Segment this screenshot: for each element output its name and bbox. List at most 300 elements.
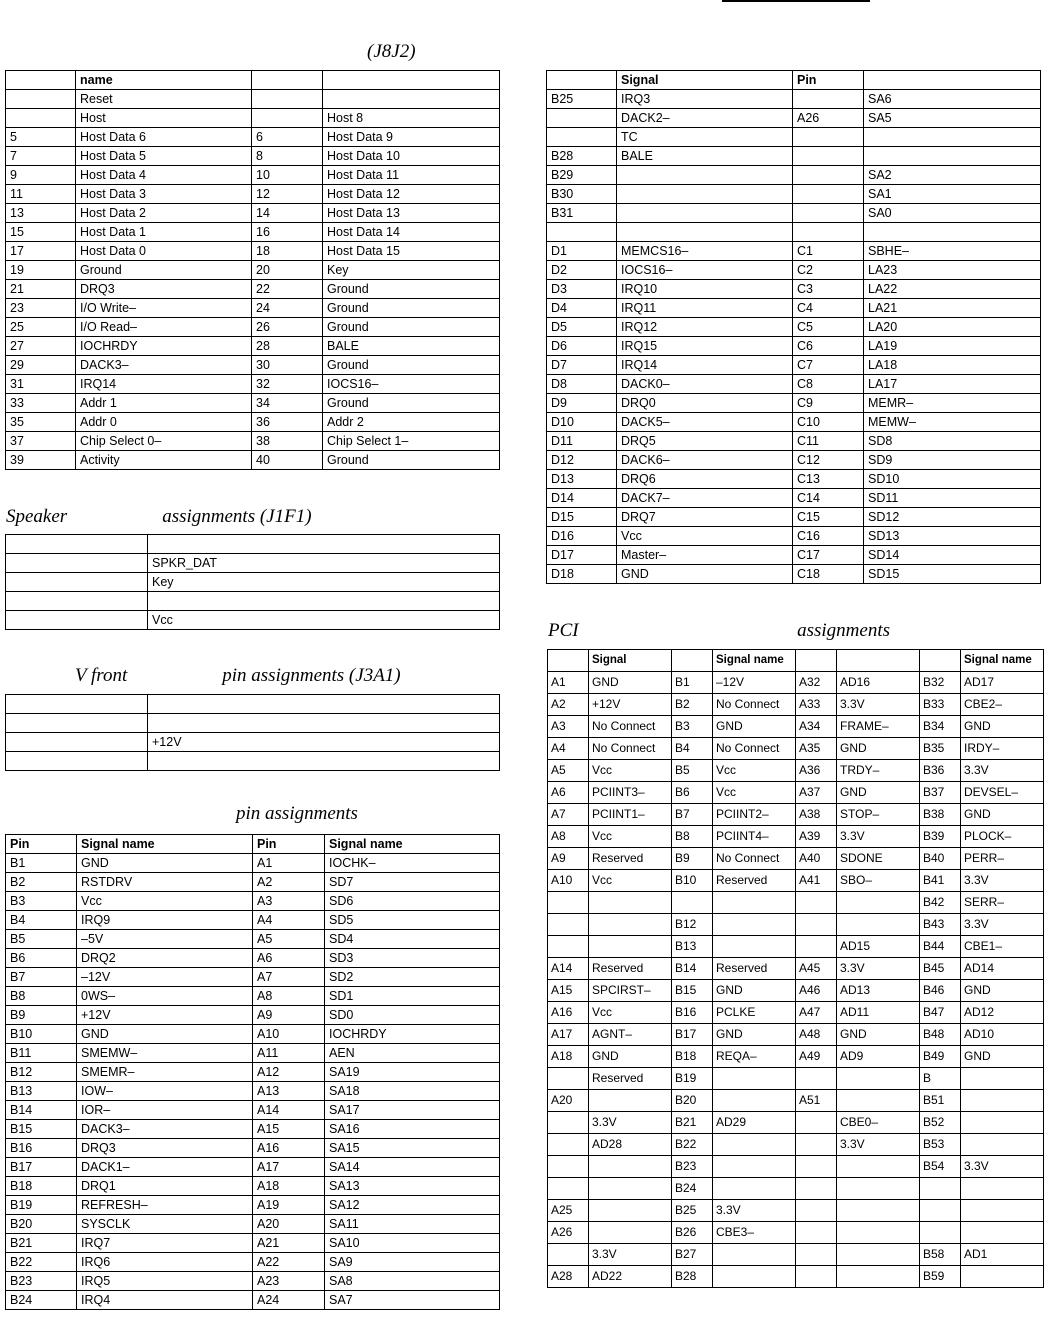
table-cell: Host 8 [323, 109, 500, 128]
column-header: Signal name [713, 650, 796, 672]
table-row [6, 185, 500, 204]
table-cell: A9 [253, 1006, 325, 1025]
table-cell: GND [713, 1024, 796, 1046]
table-cell: IRQ12 [617, 318, 793, 337]
table-cell: PCIINT4– [713, 826, 796, 848]
table-cell: B2 [672, 694, 713, 716]
table-row [6, 1025, 500, 1044]
table-cell [252, 109, 323, 128]
table-cell: Host [76, 109, 252, 128]
table-cell: A11 [253, 1044, 325, 1063]
isa-pin-table-b25-d18 [546, 70, 1041, 584]
table-cell: IRQ7 [77, 1234, 253, 1253]
table-cell: IRQ15 [617, 337, 793, 356]
table-cell: Vcc [713, 760, 796, 782]
table-header-row [547, 71, 1041, 90]
table-row [547, 185, 1041, 204]
table-row [548, 848, 1044, 870]
table-row [6, 1158, 500, 1177]
table-cell [961, 1134, 1044, 1156]
table-cell: +12V [589, 694, 672, 716]
table-cell: 38 [252, 432, 323, 451]
table-cell: B20 [6, 1215, 77, 1234]
table-row [547, 223, 1041, 242]
column-header [6, 71, 76, 90]
table-cell: IOR– [77, 1101, 253, 1120]
table-row [547, 565, 1041, 584]
table-cell: DACK3– [76, 356, 252, 375]
table-row [6, 987, 500, 1006]
table-row [6, 968, 500, 987]
table-row [6, 592, 500, 611]
table-row [6, 930, 500, 949]
table-cell [589, 1222, 672, 1244]
table-cell: B13 [672, 936, 713, 958]
table-cell [796, 914, 837, 936]
table-cell: SA17 [325, 1101, 500, 1120]
table-row [547, 280, 1041, 299]
table-cell [713, 1156, 796, 1178]
table-cell: DRQ2 [77, 949, 253, 968]
column-header: Pin [793, 71, 864, 90]
table-cell: 17 [6, 242, 76, 261]
table-cell: Host Data 3 [76, 185, 252, 204]
table-cell: SD1 [325, 987, 500, 1006]
table-row [547, 432, 1041, 451]
table-cell: A22 [253, 1253, 325, 1272]
table-cell: A15 [548, 980, 589, 1002]
table-row [548, 760, 1044, 782]
table-row [6, 1234, 500, 1253]
table-cell: A8 [548, 826, 589, 848]
table-row [6, 318, 500, 337]
table-cell [796, 936, 837, 958]
table-cell: IRQ10 [617, 280, 793, 299]
table-row [548, 716, 1044, 738]
table-cell: A2 [253, 873, 325, 892]
table-cell: A35 [796, 738, 837, 760]
table-cell: B14 [6, 1101, 77, 1120]
table-cell: Reserved [713, 870, 796, 892]
table-cell: SA1 [864, 185, 1041, 204]
table-row [548, 870, 1044, 892]
table-cell [793, 147, 864, 166]
table-cell: Host Data 13 [323, 204, 500, 223]
table-cell: 21 [6, 280, 76, 299]
table-cell: SD10 [864, 470, 1041, 489]
table-cell: SPCIRST– [589, 980, 672, 1002]
table-cell: MEMW– [864, 413, 1041, 432]
table-row [548, 1112, 1044, 1134]
table-cell [796, 1178, 837, 1200]
table-cell: No Connect [713, 848, 796, 870]
table-cell: D16 [547, 527, 617, 546]
table-row [548, 892, 1044, 914]
table-cell: B10 [6, 1025, 77, 1044]
table-cell: REQA– [713, 1046, 796, 1068]
table-cell: MEMCS16– [617, 242, 793, 261]
table-cell: Addr 0 [76, 413, 252, 432]
table-cell: C12 [793, 451, 864, 470]
table-row [548, 782, 1044, 804]
table-row [547, 299, 1041, 318]
table-cell: B54 [920, 1156, 961, 1178]
table-cell: A25 [548, 1200, 589, 1222]
table-cell: AD29 [713, 1112, 796, 1134]
table-cell: A41 [796, 870, 837, 892]
table-row [6, 280, 500, 299]
table-cell [148, 535, 500, 554]
table-cell: LA18 [864, 356, 1041, 375]
table-row [6, 1082, 500, 1101]
table-cell: B24 [6, 1291, 77, 1310]
table-row [6, 1291, 500, 1310]
table-row [6, 1063, 500, 1082]
column-header [796, 650, 837, 672]
table-cell: GND [961, 804, 1044, 826]
table-cell: A7 [548, 804, 589, 826]
table-cell: 35 [6, 413, 76, 432]
table-cell: DACK1– [77, 1158, 253, 1177]
table-cell: TRDY– [837, 760, 920, 782]
table-cell: SA2 [864, 166, 1041, 185]
table-cell [796, 1068, 837, 1090]
table-cell: Reserved [589, 1068, 672, 1090]
table-cell [6, 535, 148, 554]
table-row [548, 958, 1044, 980]
table-cell: A15 [253, 1120, 325, 1139]
table-row [6, 147, 500, 166]
table-cell: Vcc [77, 892, 253, 911]
table-cell [547, 109, 617, 128]
table-cell: C8 [793, 375, 864, 394]
table-cell: AEN [325, 1044, 500, 1063]
table-cell: SD2 [325, 968, 500, 987]
table-cell: A10 [253, 1025, 325, 1044]
table-cell: B27 [672, 1244, 713, 1266]
table-cell [920, 1178, 961, 1200]
table-cell: B4 [672, 738, 713, 760]
table-cell: Host Data 1 [76, 223, 252, 242]
table-cell: 9 [6, 166, 76, 185]
table-cell: B29 [547, 166, 617, 185]
table-cell: A37 [796, 782, 837, 804]
table-cell [548, 1134, 589, 1156]
table-cell: No Connect [589, 716, 672, 738]
table-cell: LA23 [864, 261, 1041, 280]
table-cell: B11 [6, 1044, 77, 1063]
table-cell: B7 [672, 804, 713, 826]
table-cell: AD9 [837, 1046, 920, 1068]
table-cell: AD12 [961, 1002, 1044, 1024]
table-cell: 3.3V [837, 958, 920, 980]
table-cell [547, 223, 617, 242]
table-cell: Addr 1 [76, 394, 252, 413]
table-cell [548, 892, 589, 914]
table-cell: C6 [793, 337, 864, 356]
table-row [547, 413, 1041, 432]
table-cell: BALE [323, 337, 500, 356]
table-cell: 30 [252, 356, 323, 375]
table-cell: Chip Select 1– [323, 432, 500, 451]
table-cell [713, 1068, 796, 1090]
table-cell: 0WS– [77, 987, 253, 1006]
table-cell: B [920, 1068, 961, 1090]
table-cell: B24 [672, 1178, 713, 1200]
table-cell: IRQ5 [77, 1272, 253, 1291]
table-row [547, 204, 1041, 223]
table-cell: B22 [672, 1134, 713, 1156]
table-cell: PCIINT2– [713, 804, 796, 826]
table-cell: B36 [920, 760, 961, 782]
table-row [548, 804, 1044, 826]
table-cell [793, 166, 864, 185]
table-cell: Vcc [589, 760, 672, 782]
table-cell: Chip Select 0– [76, 432, 252, 451]
table-cell [796, 1134, 837, 1156]
table-cell: A26 [548, 1222, 589, 1244]
table-cell: Ground [323, 280, 500, 299]
table-cell: 20 [252, 261, 323, 280]
table-cell: IRDY– [961, 738, 1044, 760]
table-cell: Ground [76, 261, 252, 280]
table-row [6, 1272, 500, 1291]
table-cell: SA14 [325, 1158, 500, 1177]
table-cell: GND [617, 565, 793, 584]
table-row [6, 714, 500, 733]
table-row [6, 1044, 500, 1063]
table-cell: RSTDRV [77, 873, 253, 892]
table-row [548, 1046, 1044, 1068]
table-cell [837, 1156, 920, 1178]
table-cell: B14 [672, 958, 713, 980]
table-cell: 31 [6, 375, 76, 394]
column-header: Signal name [325, 835, 500, 854]
table-cell: B48 [920, 1024, 961, 1046]
table-cell: PERR– [961, 848, 1044, 870]
table-cell: SD7 [325, 873, 500, 892]
table-cell: CBE1– [961, 936, 1044, 958]
table-cell: Ground [323, 299, 500, 318]
table-cell: A10 [548, 870, 589, 892]
table-cell: B8 [672, 826, 713, 848]
table-cell: A26 [793, 109, 864, 128]
table-row [548, 672, 1044, 694]
table-cell: B37 [920, 782, 961, 804]
table-cell: B59 [920, 1266, 961, 1288]
table-cell: D4 [547, 299, 617, 318]
table-row [548, 826, 1044, 848]
table-cell: 22 [252, 280, 323, 299]
table-cell: B6 [6, 949, 77, 968]
table-row [547, 470, 1041, 489]
table-cell: B28 [672, 1266, 713, 1288]
table-cell: 3.3V [961, 760, 1044, 782]
table-cell: PCIINT3– [589, 782, 672, 804]
table-cell: B51 [920, 1090, 961, 1112]
table-cell: B7 [6, 968, 77, 987]
table-cell: Host Data 4 [76, 166, 252, 185]
table-cell: A28 [548, 1266, 589, 1288]
table-cell: B4 [6, 911, 77, 930]
table-cell: B53 [920, 1134, 961, 1156]
table-cell [961, 1266, 1044, 1288]
table-cell: A3 [548, 716, 589, 738]
table-cell: SD8 [864, 432, 1041, 451]
table-cell [837, 1178, 920, 1200]
table-cell: LA17 [864, 375, 1041, 394]
table-cell: D11 [547, 432, 617, 451]
table-cell: IOCS16– [617, 261, 793, 280]
table-cell: A16 [548, 1002, 589, 1024]
table-row [6, 1139, 500, 1158]
table-cell: STOP– [837, 804, 920, 826]
table-cell [589, 1090, 672, 1112]
table-cell: Ground [323, 394, 500, 413]
table-cell: LA20 [864, 318, 1041, 337]
table-cell: I/O Read– [76, 318, 252, 337]
table-cell: A45 [796, 958, 837, 980]
table-cell: SA12 [325, 1196, 500, 1215]
table-cell: B17 [672, 1024, 713, 1046]
table-cell: D12 [547, 451, 617, 470]
table-cell: 28 [252, 337, 323, 356]
table-cell [548, 914, 589, 936]
table-cell: IOCHRDY [325, 1025, 500, 1044]
table-cell: IRQ9 [77, 911, 253, 930]
table-cell: B18 [672, 1046, 713, 1068]
table-cell [713, 1266, 796, 1288]
table-cell: TC [617, 128, 793, 147]
table-row [6, 949, 500, 968]
table-cell: AD17 [961, 672, 1044, 694]
column-header: name [76, 71, 252, 90]
table-cell: B32 [920, 672, 961, 694]
table-row [548, 914, 1044, 936]
table-cell: IOCS16– [323, 375, 500, 394]
table-cell [548, 1112, 589, 1134]
table-cell: C2 [793, 261, 864, 280]
pci-pin-table [547, 649, 1044, 1288]
table-cell [617, 185, 793, 204]
table-cell: C14 [793, 489, 864, 508]
table-cell: GND [77, 854, 253, 873]
table-row [6, 1101, 500, 1120]
table-cell: Host Data 15 [323, 242, 500, 261]
table-cell [837, 1068, 920, 1090]
table-cell: 14 [252, 204, 323, 223]
table-cell [617, 204, 793, 223]
table-cell: 25 [6, 318, 76, 337]
table-cell: A38 [796, 804, 837, 826]
table-row [547, 166, 1041, 185]
table-cell: SA11 [325, 1215, 500, 1234]
table-cell: 3.3V [589, 1112, 672, 1134]
table-cell: Master– [617, 546, 793, 565]
table-cell: B49 [920, 1046, 961, 1068]
table-row [547, 375, 1041, 394]
table-cell [617, 223, 793, 242]
column-header [252, 71, 323, 90]
table-cell: B44 [920, 936, 961, 958]
table-cell: A21 [253, 1234, 325, 1253]
table-cell: 3.3V [961, 1156, 1044, 1178]
table-cell: GND [837, 1024, 920, 1046]
table-cell: B20 [672, 1090, 713, 1112]
table-cell: B38 [920, 804, 961, 826]
table-cell: A8 [253, 987, 325, 1006]
table-row [6, 166, 500, 185]
table-cell: 36 [252, 413, 323, 432]
table-cell: B26 [672, 1222, 713, 1244]
table-cell: B18 [6, 1177, 77, 1196]
table-cell: GND [589, 1046, 672, 1068]
table-cell: Activity [76, 451, 252, 470]
table-cell: DRQ7 [617, 508, 793, 527]
table-cell [793, 90, 864, 109]
table-cell: Reserved [713, 958, 796, 980]
table-cell: A7 [253, 968, 325, 987]
table-cell: A24 [253, 1291, 325, 1310]
table-cell: D2 [547, 261, 617, 280]
table-cell: B19 [6, 1196, 77, 1215]
table-row [547, 109, 1041, 128]
table-cell: SA18 [325, 1082, 500, 1101]
table-cell: AD10 [961, 1024, 1044, 1046]
table-cell: SA13 [325, 1177, 500, 1196]
column-header: Signal [617, 71, 793, 90]
table-cell: PCIINT1– [589, 804, 672, 826]
table-cell: DACK0– [617, 375, 793, 394]
table-cell: SD6 [325, 892, 500, 911]
table-cell: Key [148, 573, 500, 592]
table-cell: 3.3V [837, 1134, 920, 1156]
table-row [6, 733, 500, 752]
table-cell: B15 [672, 980, 713, 1002]
table-cell: B52 [920, 1112, 961, 1134]
table-cell: 11 [6, 185, 76, 204]
table-cell [589, 936, 672, 958]
table-row [547, 128, 1041, 147]
table-cell [961, 1222, 1044, 1244]
table-cell: CBE3– [713, 1222, 796, 1244]
table-cell: B58 [920, 1244, 961, 1266]
table-cell: SA0 [864, 204, 1041, 223]
table-cell: B34 [920, 716, 961, 738]
table-cell: DACK2– [617, 109, 793, 128]
table-cell: A39 [796, 826, 837, 848]
table-cell: Ground [323, 356, 500, 375]
table-cell [837, 1222, 920, 1244]
table-cell: A48 [796, 1024, 837, 1046]
table-cell: –5V [77, 930, 253, 949]
table-cell: SBHE– [864, 242, 1041, 261]
column-header: Pin [6, 835, 77, 854]
table-cell: 39 [6, 451, 76, 470]
table-cell: C16 [793, 527, 864, 546]
table-cell: D1 [547, 242, 617, 261]
table-cell: A20 [253, 1215, 325, 1234]
table-cell: B35 [920, 738, 961, 760]
table-cell: B15 [6, 1120, 77, 1139]
table-cell: B31 [547, 204, 617, 223]
table-cell: A5 [253, 930, 325, 949]
table-cell [793, 128, 864, 147]
table-cell: B1 [6, 854, 77, 873]
table-cell: AD14 [961, 958, 1044, 980]
table-row [6, 1120, 500, 1139]
table-cell: Host Data 2 [76, 204, 252, 223]
